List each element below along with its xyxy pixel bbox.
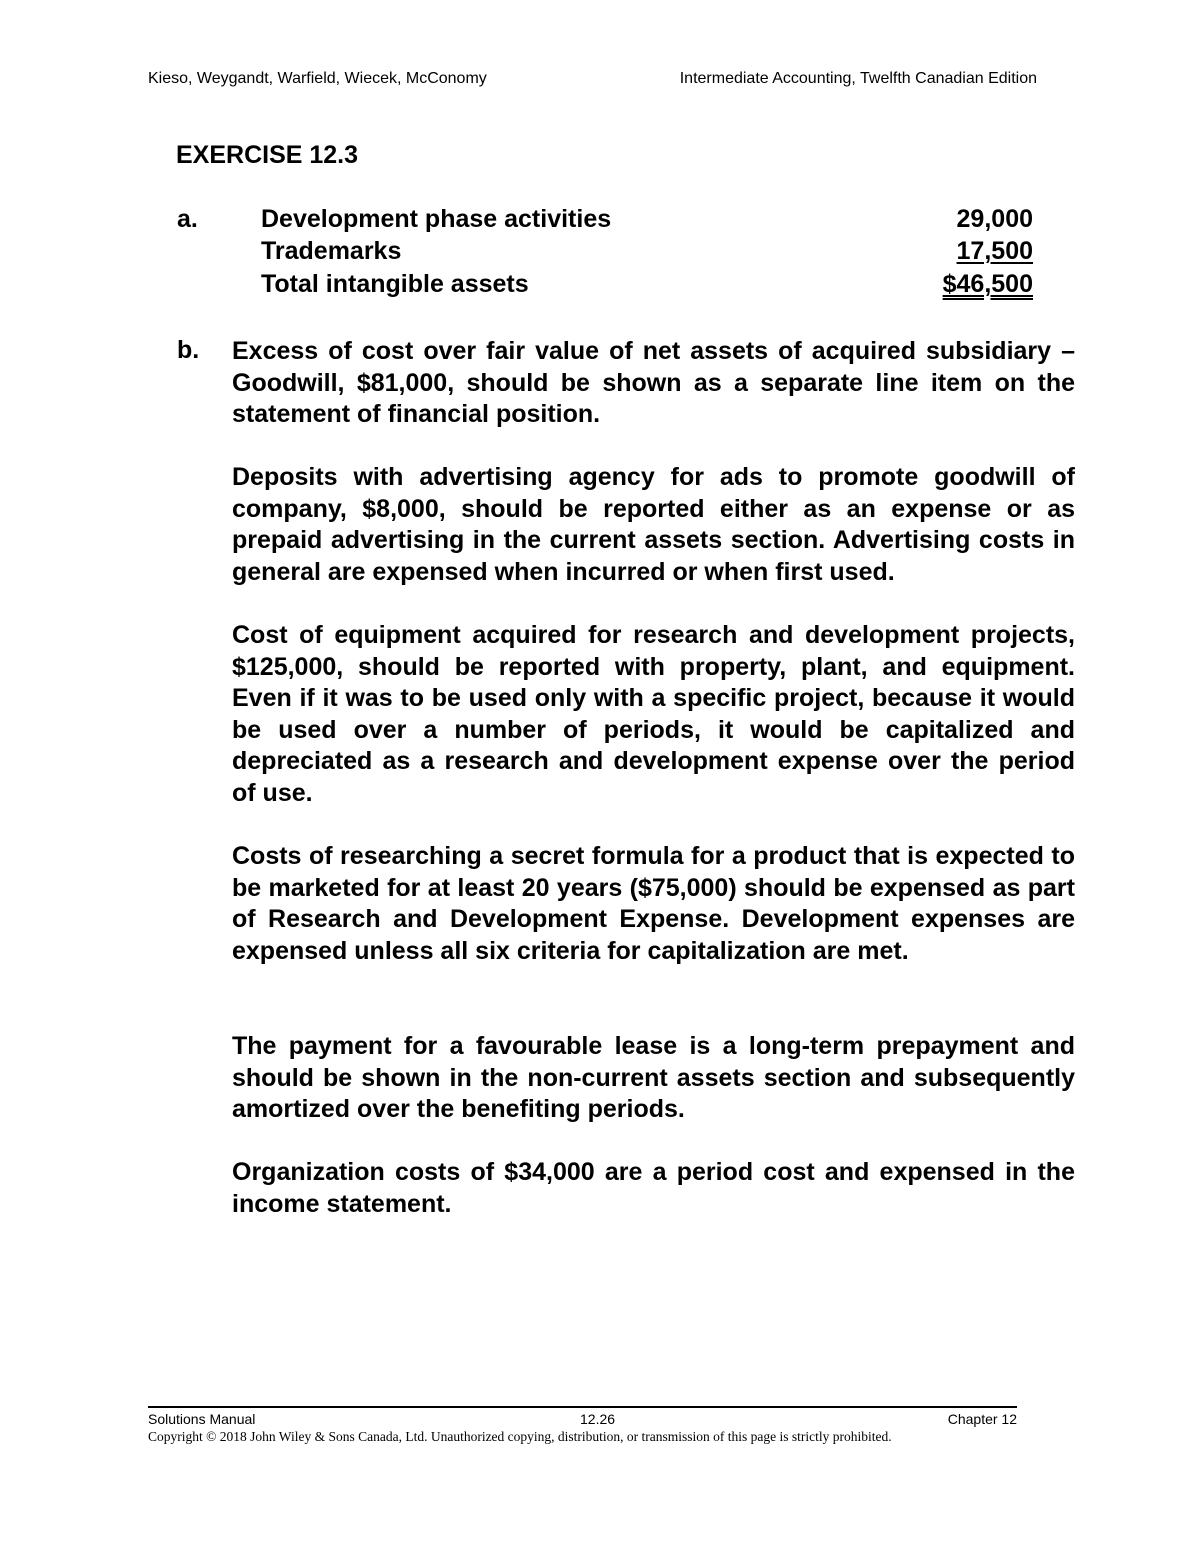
copyright-notice: Copyright © 2018 John Wiley & Sons Canada, Ltd. Unauthorized copying, distribution, or transmission of this page is strictly prohibited.: [148, 1429, 892, 1444]
part-b-label: b.: [177, 336, 200, 364]
paragraph-organization-costs: Organization costs of $34,000 are a period cost and expensed in the income statement.: [232, 1158, 1075, 1218]
footer-manual: Solutions Manual: [148, 1411, 256, 1427]
part-a-label: a.: [177, 205, 198, 233]
paragraph-lease: The payment for a favourable lease is a long-term prepayment and should be shown in the non-current assets section and subsequently amortized over the benefiting periods.: [232, 1032, 1075, 1123]
row-label: Development phase activities: [261, 205, 612, 233]
row-label: Total intangible assets: [261, 270, 529, 298]
table-row-total: [261, 270, 1033, 302]
header-authors: Kieso, Weygandt, Warfield, Wiecek, McConomy: [148, 70, 487, 87]
row-amount: 29,000: [956, 205, 1033, 233]
paragraph-advertising: Deposits with advertising agency for ads to promote goodwill of company, $8,000, should be reported either as an expense or as prepaid advertising in the current assets section. Advertising costs in general are expensed when incurred or when first used.: [232, 463, 1075, 586]
total-amount: $46,500: [942, 270, 1033, 298]
exercise-title: EXERCISE 12.3: [176, 141, 359, 169]
page-number: 12.26: [580, 1411, 616, 1427]
row-label: Trademarks: [261, 237, 402, 265]
footer-chapter: Chapter 12: [947, 1411, 1017, 1427]
table-row: [261, 205, 1033, 237]
table-row: [261, 237, 1033, 269]
footer-divider: [148, 1406, 1017, 1408]
paragraph-equipment: Cost of equipment acquired for research and development projects, $125,000, should be reported with property, plant, and equipment. Even if it was to be used only with a specific project, because it would be used over a number of periods, it would be capitalized and depreciated as a research and development expense over the period of use.: [232, 621, 1075, 807]
header-book-title: Intermediate Accounting, Twelfth Canadian Edition: [679, 70, 1037, 87]
row-amount: 17,500: [956, 237, 1033, 265]
paragraph-goodwill: Excess of cost over fair value of net assets of acquired subsidiary – Goodwill, $81,000, should be shown as a separate line item on the statement of financial position.: [232, 337, 1075, 428]
paragraph-secret-formula: Costs of researching a secret formula for a product that is expected to be marketed for at least 20 years ($75,000) should be expensed as part of Research and Development Expense. Development expenses are expensed unless all six criteria for capitalization are met.: [232, 842, 1075, 965]
